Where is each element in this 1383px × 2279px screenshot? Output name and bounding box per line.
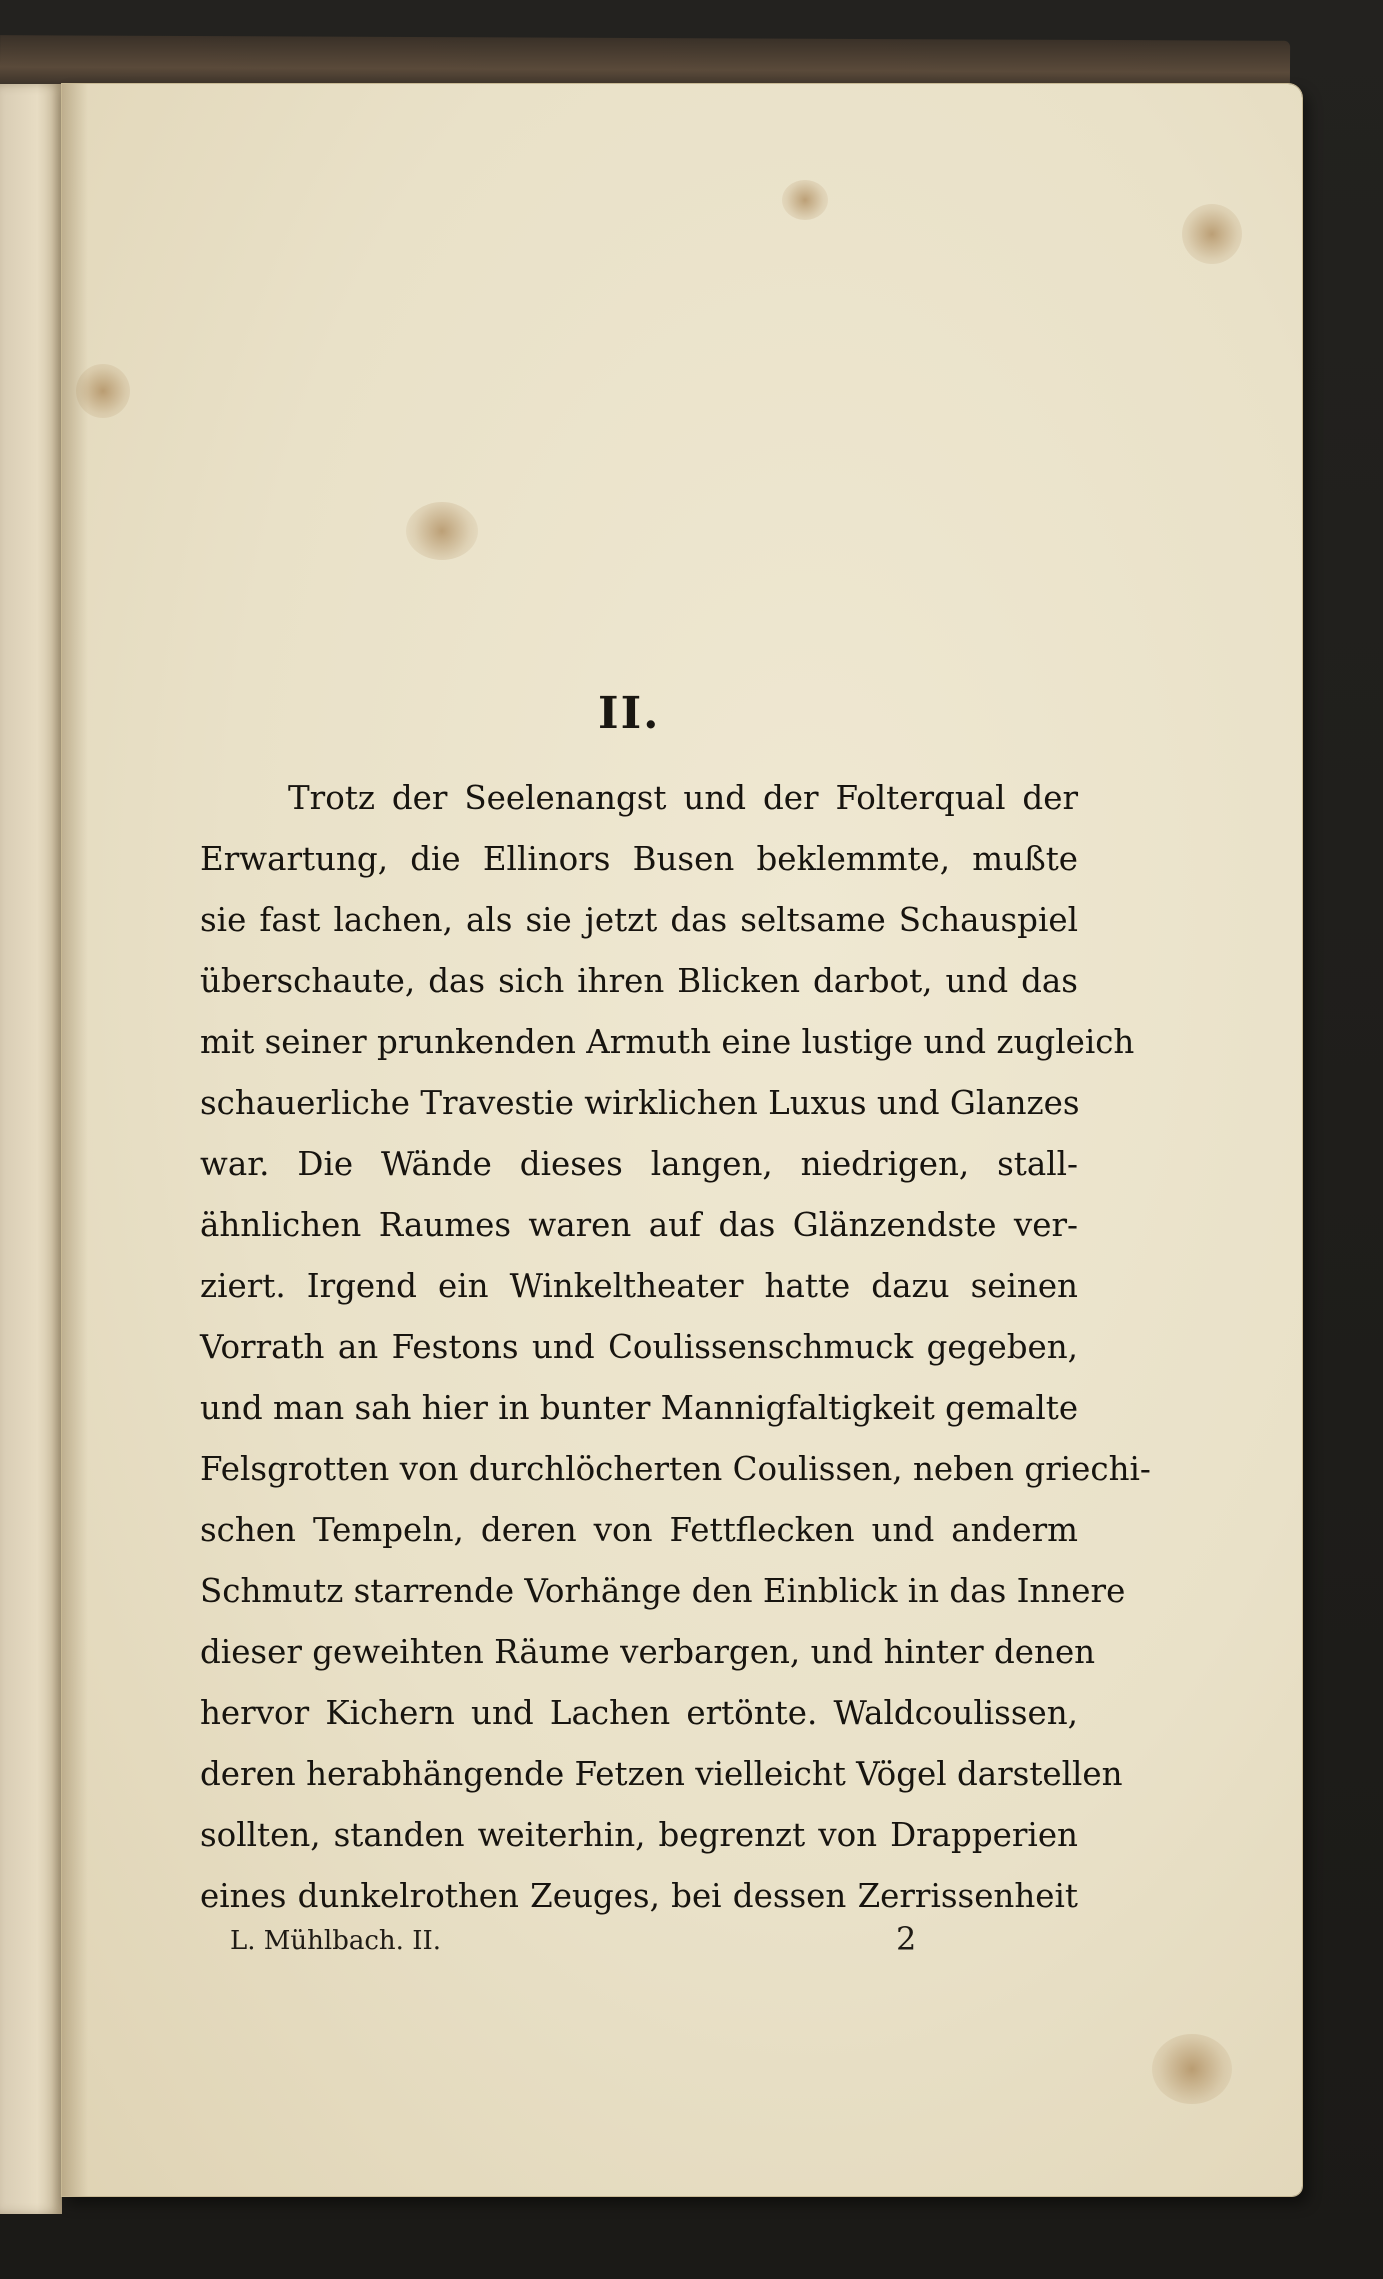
- foxing-stain: [406, 502, 478, 560]
- text-line: hervor Kichern und Lachen ertönte. Waldcoulissen,: [200, 1694, 1078, 1732]
- text-line: und man sah hier in bunter Mannigfaltigkeit gemalte: [200, 1389, 1079, 1427]
- text-line: ähnlichen Raumes waren auf das Glänzendste ver-: [200, 1206, 1078, 1244]
- text-line: dieser geweihten Räume verbargen, und hinter denen: [200, 1633, 1096, 1671]
- signature-mark: 2: [896, 1920, 917, 1958]
- body-text: [200, 768, 1151, 1927]
- text-line: sollten, standen weiterhin, begrenzt von Drapperien: [200, 1816, 1078, 1854]
- text-line: überschaute, das sich ihren Blicken darbot, und das: [200, 962, 1078, 1000]
- text-line: Erwartung, die Ellinors Busen beklemmte, mußte: [200, 840, 1078, 878]
- foxing-stain: [76, 364, 130, 418]
- text-line: mit seiner prunkenden Armuth eine lustige und zugleich: [200, 1023, 1135, 1061]
- text-line: Vorrath an Festons und Coulissenschmuck gegeben,: [200, 1328, 1078, 1366]
- text-line: eines dunkelrothen Zeuges, bei dessen Zerrissenheit: [200, 1877, 1078, 1915]
- text-line: war. Die Wände dieses langen, niedrigen, stall-: [200, 1145, 1078, 1183]
- chapter-heading: II.: [598, 688, 661, 739]
- text-line: ziert. Irgend ein Winkeltheater hatte dazu seinen: [200, 1267, 1078, 1305]
- foxing-stain: [1152, 2034, 1232, 2104]
- text-line: Felsgrotten von durchlöcherten Coulissen, neben griechi-: [200, 1450, 1151, 1488]
- facing-page-edge: [0, 84, 62, 2214]
- foxing-stain: [1182, 204, 1242, 264]
- text-line: Trotz der Seelenangst und der Folterqual der: [288, 779, 1078, 817]
- text-line: deren herabhängende Fetzen vielleicht Vögel darstellen: [200, 1755, 1123, 1793]
- printer-signature: L. Mühlbach. II.: [230, 1926, 442, 1956]
- text-line: schen Tempeln, deren von Fettflecken und anderm: [200, 1511, 1078, 1549]
- text-line: schauerliche Travestie wirklichen Luxus und Glanzes: [200, 1084, 1080, 1122]
- text-line: sie fast lachen, als sie jetzt das seltsame Schauspiel: [200, 901, 1078, 939]
- text-line: Schmutz starrende Vorhänge den Einblick in das Innere: [200, 1572, 1126, 1610]
- foxing-stain: [782, 180, 828, 220]
